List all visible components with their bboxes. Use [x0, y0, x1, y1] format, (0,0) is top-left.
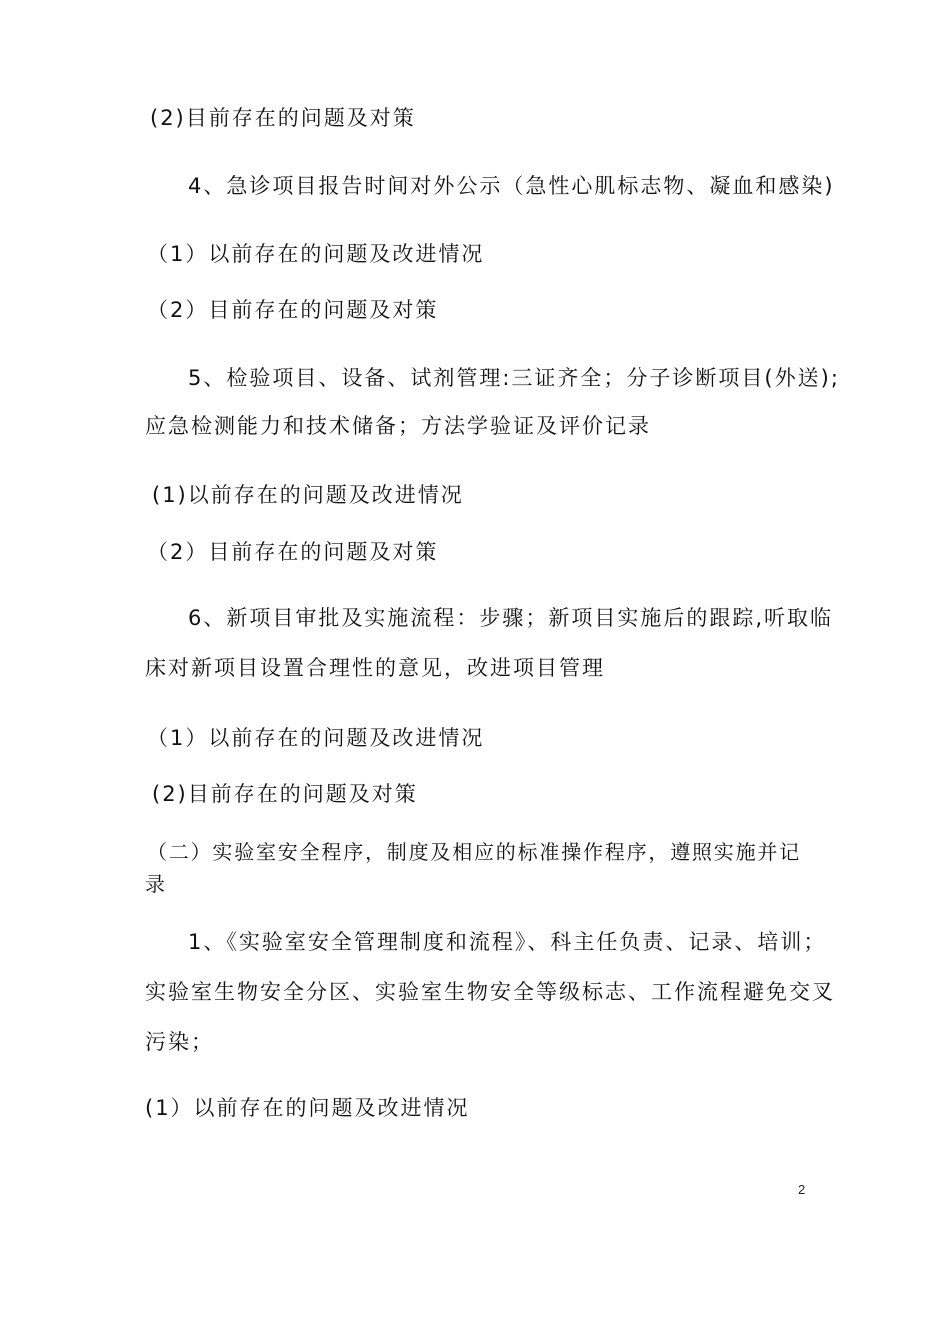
text-line-11: （1）以前存在的问题及改进情况 [147, 726, 485, 750]
text-line-14: 录 [145, 872, 167, 896]
text-line-1: (2)目前存在的问题及对策 [150, 106, 416, 130]
page-number: 2 [798, 1182, 806, 1197]
text-line-18: (1）以前存在的问题及改进情况 [145, 1096, 470, 1120]
text-line-9: 6、新项目审批及实施流程：步骤；新项目实施后的跟踪,听取临 [188, 606, 834, 630]
text-line-10: 床对新项目设置合理性的意见，改进项目管理 [145, 656, 605, 680]
text-line-5: 5、检验项目、设备、试剂管理:三证齐全；分子诊断项目(外送); [188, 366, 840, 390]
text-line-12: (2)目前存在的问题及对策 [152, 782, 418, 806]
text-line-16: 实验室生物安全分区、实验室生物安全等级标志、工作流程避免交叉 [145, 980, 835, 1004]
text-line-13: （二）实验室安全程序，制度及相应的标准操作程序，遵照实施并记 [147, 840, 801, 864]
text-line-2: 4、急诊项目报告时间对外公示（急性心肌标志物、凝血和感染) [188, 174, 835, 198]
text-line-3: （1）以前存在的问题及改进情况 [147, 242, 485, 266]
text-line-8: （2）目前存在的问题及对策 [147, 540, 439, 564]
text-line-6: 应急检测能力和技术储备；方法学验证及评价记录 [145, 414, 651, 438]
text-line-15: 1、《实验室安全管理制度和流程》、科主任负责、记录、培训； [188, 930, 827, 954]
text-line-17: 污染； [145, 1030, 214, 1054]
text-line-7: (1)以前存在的问题及改进情况 [152, 483, 464, 507]
text-line-4: （2）目前存在的问题及对策 [147, 298, 439, 322]
